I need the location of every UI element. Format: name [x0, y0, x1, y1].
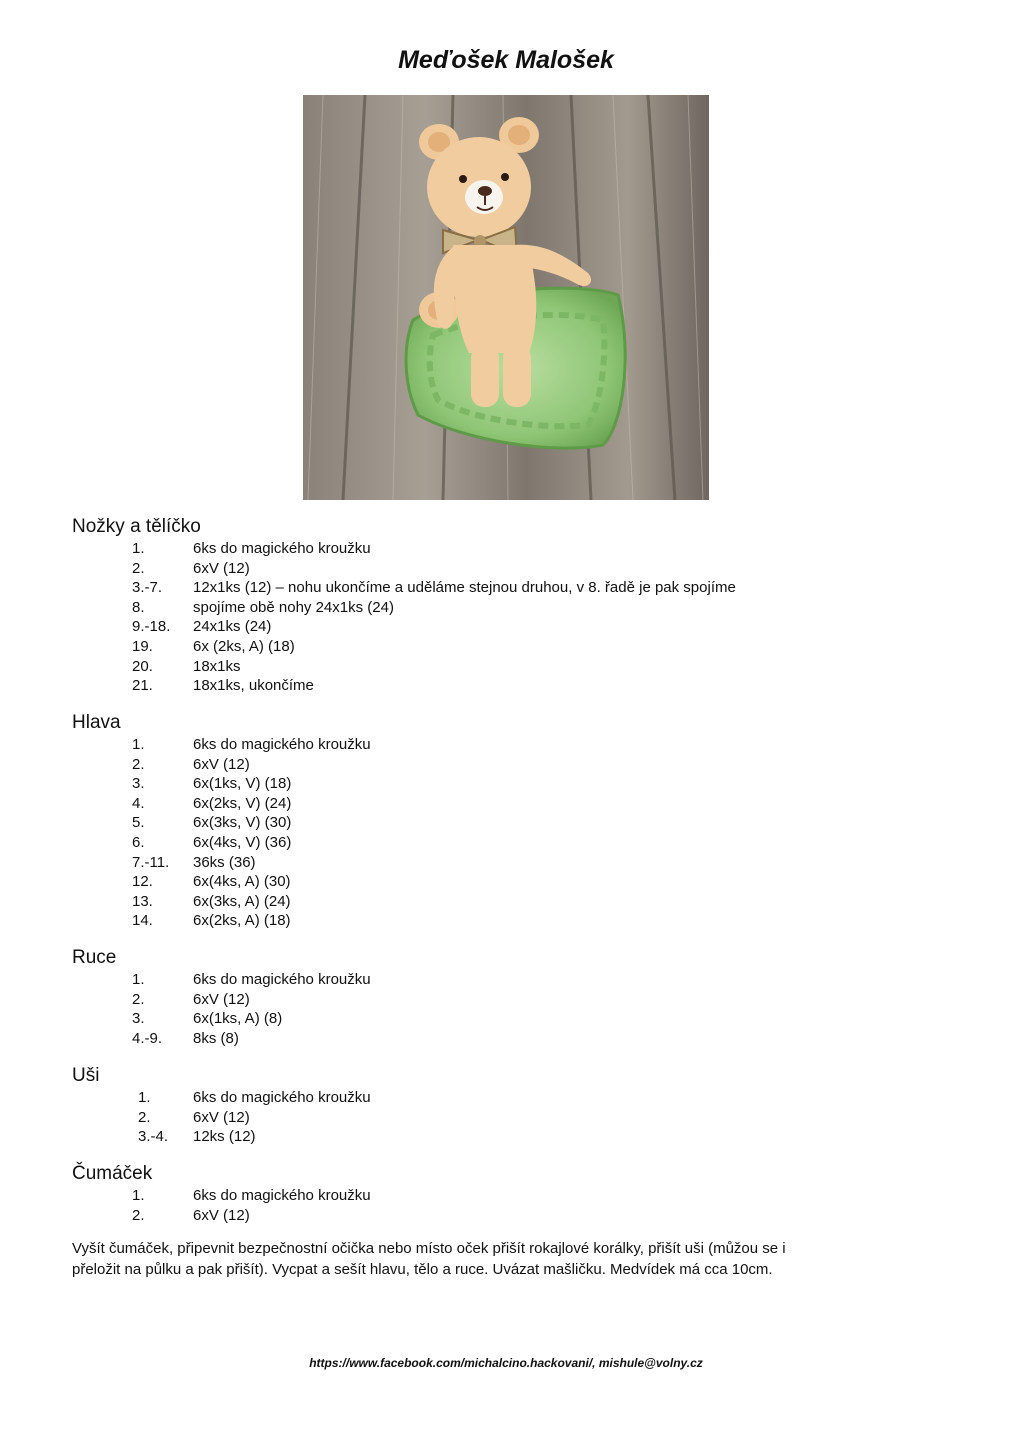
step-row [72, 559, 952, 579]
section-title: Uši [72, 1065, 100, 1086]
note-line: přeložit na půlku a pak přišít). Vycpat a sešít hlavu, tělo a ruce. Uvázat mašličku. Medvídek má cca 10cm. [72, 1261, 773, 1278]
step-row [72, 1009, 952, 1029]
step-text: 6xV (12) [193, 559, 250, 577]
step-list [72, 1088, 952, 1147]
step-text: 24x1ks (24) [193, 618, 272, 636]
step-row [72, 990, 952, 1010]
step-number: 2. [132, 990, 145, 1008]
section-title: Čumáček [72, 1163, 153, 1184]
section-title: Nožky a tělíčko [72, 516, 201, 537]
step-text: 6x (2ks, A) (18) [193, 637, 295, 655]
step-row [72, 794, 952, 814]
step-number: 13. [132, 892, 153, 910]
page-title: Meďošek Malošek [398, 46, 614, 74]
step-number: 20. [132, 657, 153, 675]
step-number: 1. [132, 971, 145, 988]
step-row [72, 1029, 952, 1049]
step-text: 6xV (12) [193, 990, 250, 1008]
step-text: 18x1ks [193, 657, 241, 675]
step-row [72, 833, 952, 853]
step-text: 6ks do magického kroužku [193, 736, 371, 753]
step-text: 12ks (12) [193, 1128, 256, 1146]
section-snout [72, 1162, 952, 1225]
note-line: Vyšít čumáček, připevnit bezpečnostní očička nebo místo oček přišít rokajlové korálky, přišít uši (můžou se i [72, 1240, 786, 1257]
step-number: 1. [138, 1089, 151, 1106]
step-row [72, 539, 952, 559]
step-number: 4.-9. [132, 1029, 163, 1047]
step-row [72, 676, 952, 696]
step-list [72, 1186, 952, 1225]
step-number: 4. [132, 794, 145, 812]
assembly-note [72, 1238, 912, 1280]
step-number: 2. [138, 1108, 151, 1126]
step-number: 14. [132, 912, 153, 930]
step-text: 6x(1ks, A) (8) [193, 1010, 283, 1028]
section-ears [72, 1064, 952, 1147]
step-row [72, 617, 952, 637]
step-text: 6x(3ks, V) (30) [193, 814, 292, 832]
section-title: Ruce [72, 947, 117, 968]
step-number: 1. [132, 736, 145, 753]
step-row [72, 735, 952, 755]
step-row [72, 774, 952, 794]
step-row [72, 755, 952, 775]
step-number: 8. [132, 598, 145, 616]
step-list [72, 539, 952, 696]
step-row [72, 598, 952, 618]
step-number: 9.-18. [132, 618, 171, 636]
step-number: 21. [132, 677, 153, 695]
step-row [72, 1108, 952, 1128]
step-number: 2. [132, 1206, 145, 1224]
step-text: 6x(1ks, V) (18) [193, 775, 292, 793]
step-text: 6x(3ks, A) (24) [193, 892, 291, 910]
step-list [72, 735, 952, 931]
step-text: 8ks (8) [193, 1029, 239, 1047]
step-text: 6ks do magického kroužku [193, 540, 371, 557]
step-text: 6x(4ks, V) (36) [193, 833, 292, 851]
step-row [72, 853, 952, 873]
step-row [72, 637, 952, 657]
step-number: 7.-11. [132, 853, 170, 871]
step-text: 6xV (12) [193, 755, 250, 773]
section-title: Hlava [72, 712, 121, 733]
step-row [72, 1127, 952, 1147]
step-number: 5. [132, 814, 145, 832]
step-text: 12x1ks (12) – nohu ukončíme a uděláme stejnou druhou, v 8. řadě je pak spojíme [193, 579, 736, 597]
step-text: 6xV (12) [193, 1206, 250, 1224]
step-number: 3.-7. [132, 579, 163, 597]
step-row [72, 1206, 952, 1226]
step-row [72, 1186, 952, 1206]
step-number: 12. [132, 873, 153, 891]
step-text: 6ks do magického kroužku [193, 1089, 371, 1106]
step-row [72, 970, 952, 990]
step-text: 6x(2ks, A) (18) [193, 912, 291, 930]
step-list [72, 970, 952, 1048]
step-text: spojíme obě nohy 24x1ks (24) [193, 598, 394, 616]
step-number: 3.-4. [138, 1128, 169, 1146]
step-row [72, 578, 952, 598]
step-number: 1. [132, 540, 145, 557]
section-arms [72, 946, 952, 1048]
footer-contact: https://www.facebook.com/michalcino.hackovani/, mishule@volny.cz [309, 1356, 703, 1370]
crochet-teddy-bear-photo [303, 95, 709, 500]
step-number: 3. [132, 1010, 145, 1028]
step-number: 1. [132, 1187, 145, 1204]
step-text: 6ks do magického kroužku [193, 1187, 371, 1204]
step-text: 6xV (12) [193, 1108, 250, 1126]
step-number: 2. [132, 755, 145, 773]
step-row [72, 813, 952, 833]
step-row [72, 872, 952, 892]
step-number: 2. [132, 559, 145, 577]
step-text: 18x1ks, ukončíme [193, 677, 314, 695]
step-text: 36ks (36) [193, 853, 256, 871]
step-number: 6. [132, 833, 145, 851]
step-row [72, 911, 952, 931]
step-row [72, 657, 952, 677]
section-legs-body [72, 515, 952, 696]
step-text: 6x(4ks, A) (30) [193, 873, 291, 891]
step-number: 3. [132, 775, 145, 793]
step-text: 6x(2ks, V) (24) [193, 794, 292, 812]
step-row [72, 1088, 952, 1108]
step-number: 19. [132, 637, 153, 655]
section-head [72, 711, 952, 931]
step-row [72, 892, 952, 912]
step-text: 6ks do magického kroužku [193, 971, 371, 988]
